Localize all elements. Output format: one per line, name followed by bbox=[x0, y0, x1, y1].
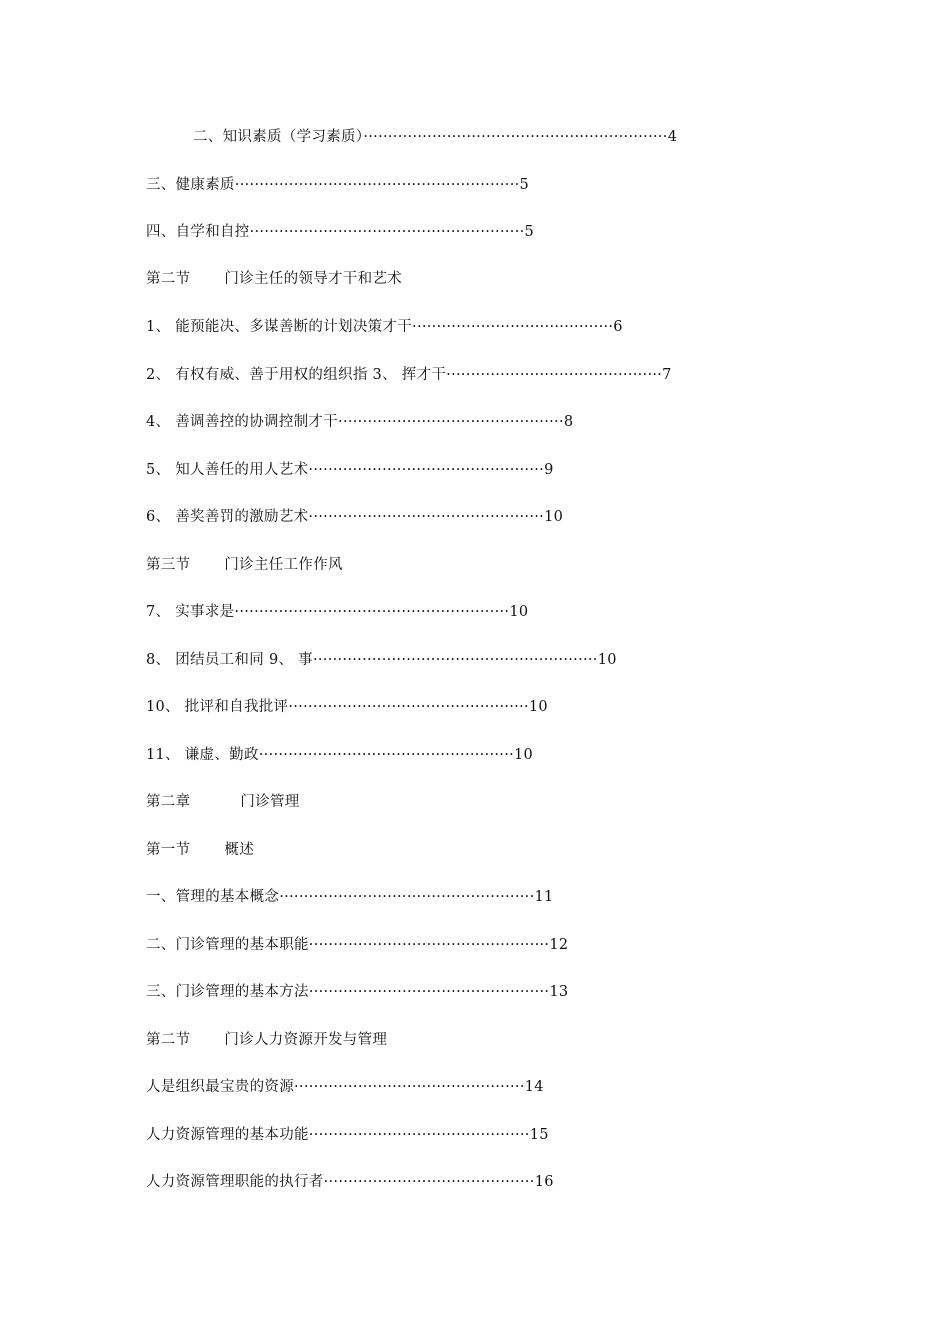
toc-entry bbox=[146, 650, 617, 670]
section-heading bbox=[146, 555, 343, 575]
section-title: 门诊人力资源开发与管理 bbox=[224, 1032, 388, 1048]
toc-entry-text: 四、自学和自控························································5 bbox=[146, 224, 535, 240]
section-label: 第二节 bbox=[146, 1032, 191, 1048]
toc-entry bbox=[146, 365, 672, 385]
section-title: 概述 bbox=[224, 842, 255, 858]
toc-entry-text: 7、 实事求是························································10 bbox=[146, 604, 529, 620]
chapter-title: 门诊管理 bbox=[240, 794, 300, 810]
section-title: 门诊主任的领导才干和艺术 bbox=[224, 271, 403, 287]
chapter-label: 第二章 bbox=[146, 794, 191, 810]
toc-entry-text: 三、健康素质··························································5 bbox=[146, 177, 530, 193]
toc-entry bbox=[146, 935, 568, 955]
toc-entry bbox=[146, 697, 548, 717]
section-heading bbox=[146, 840, 254, 860]
toc-entry bbox=[146, 602, 528, 622]
toc-entry bbox=[146, 1077, 544, 1097]
toc-entry-text: 三、门诊管理的基本方法·················································13 bbox=[146, 984, 569, 1000]
toc-entry bbox=[146, 982, 568, 1002]
toc-entry bbox=[146, 887, 554, 907]
toc-entry bbox=[146, 745, 533, 765]
toc-entry bbox=[146, 317, 623, 337]
toc-entry bbox=[146, 222, 534, 242]
section-title: 门诊主任工作作风 bbox=[224, 557, 343, 573]
section-label: 第三节 bbox=[146, 557, 191, 573]
chapter-heading bbox=[146, 792, 300, 812]
section-heading bbox=[146, 269, 402, 289]
section-heading bbox=[146, 1030, 387, 1050]
toc-entry-text: 8、 团结员工和同 9、 事··························································10 bbox=[146, 652, 617, 668]
toc-entry-text: 人是组织最宝贵的资源···············································14 bbox=[146, 1079, 544, 1095]
toc-entry-text: 10、 批评和自我批评·················································10 bbox=[146, 699, 548, 715]
toc-entry bbox=[146, 1125, 549, 1145]
toc-entry bbox=[193, 127, 677, 147]
toc-entry-text: 二、门诊管理的基本职能·················································12 bbox=[146, 937, 569, 953]
section-label: 第一节 bbox=[146, 842, 191, 858]
toc-entry-text: 4、 善调善控的协调控制才干··············································8 bbox=[146, 414, 574, 430]
toc-entry bbox=[146, 1172, 554, 1192]
toc-entry bbox=[146, 507, 563, 527]
toc-entry-text: 人力资源管理的基本功能·············································15 bbox=[146, 1127, 549, 1143]
toc-entry-text: 5、 知人善任的用人艺术················································9 bbox=[146, 462, 554, 478]
section-label: 第二节 bbox=[146, 271, 191, 287]
toc-entry bbox=[146, 175, 529, 195]
toc-entry-text: 二、知识素质（学习素质）······························································4 bbox=[193, 129, 678, 145]
toc-entry bbox=[146, 460, 554, 480]
toc-entry-text: 一、管理的基本概念····················································11 bbox=[146, 889, 554, 905]
toc-entry-text: 11、 谦虚、勤政····················································10 bbox=[146, 747, 534, 763]
toc-entry bbox=[146, 412, 573, 432]
toc-entry-text: 2、 有权有威、善于用权的组织指 3、 挥才干············································7 bbox=[146, 367, 672, 383]
toc-entry-text: 人力资源管理职能的执行者···········································16 bbox=[146, 1174, 554, 1190]
toc-entry-text: 6、 善奖善罚的激励艺术················································10 bbox=[146, 509, 564, 525]
toc-entry-text: 1、 能预能决、多谋善断的计划决策才干·········································6 bbox=[146, 319, 623, 335]
